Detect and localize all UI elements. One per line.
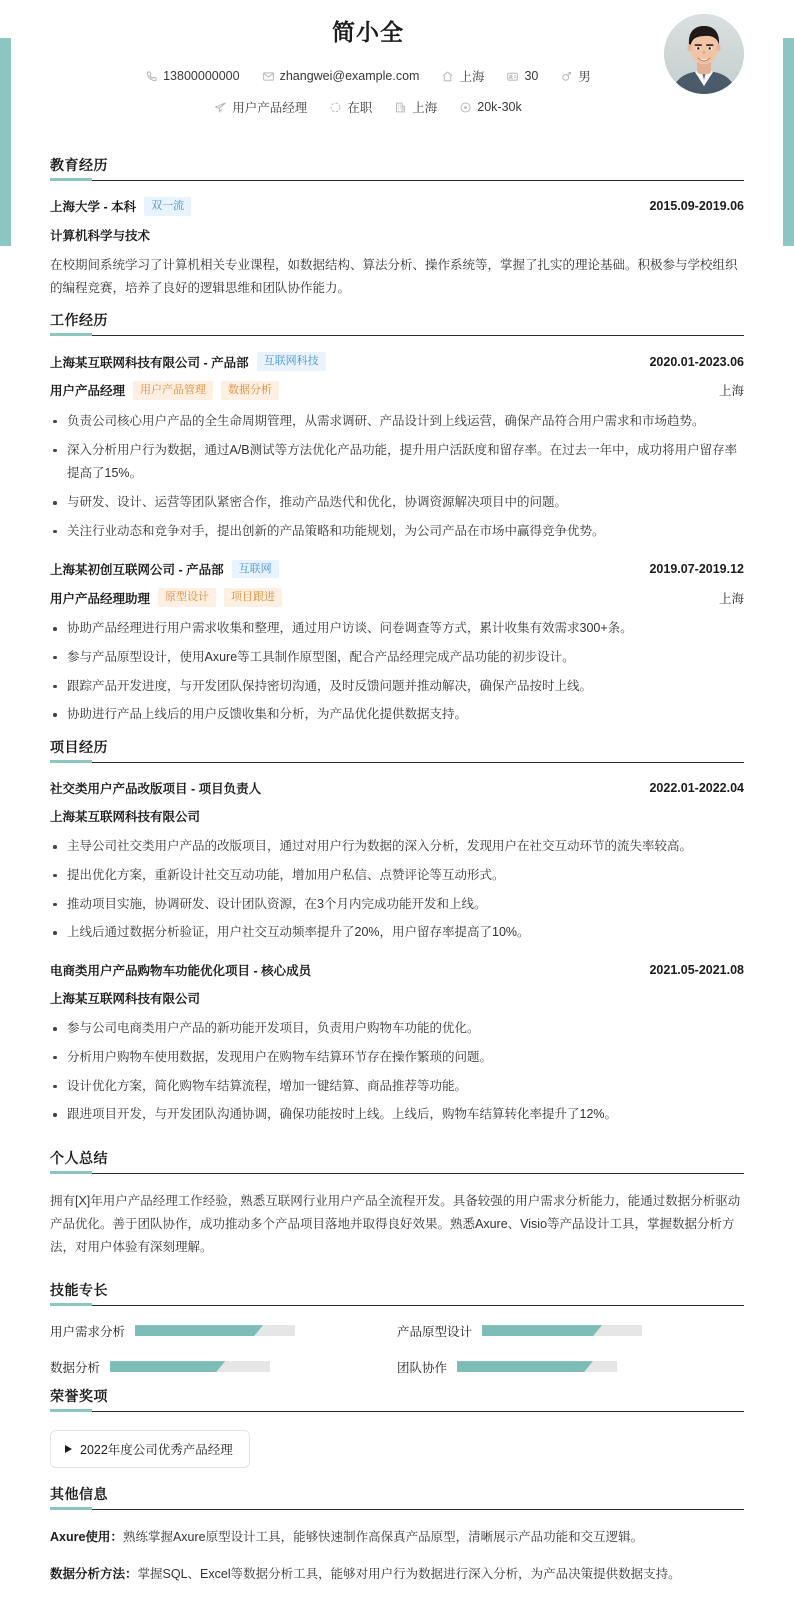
other-info-key: 数据分析方法：	[50, 1566, 138, 1581]
bullet-item: 协助产品经理进行用户需求收集和整理，通过用户访谈、问卷调查等方式，累计收集有效需求300+条。	[50, 617, 744, 641]
bullet-item: 上线后通过数据分析验证，用户社交互动频率提升了20%，用户留存率提高了10%。	[50, 921, 744, 945]
project-company: 上海某互联网科技有限公司	[50, 810, 201, 825]
entry-title-group	[50, 961, 311, 979]
section-awards	[50, 1386, 744, 1474]
bullet-item: 参与产品原型设计，使用Axure等工具制作原型图，配合产品经理完成产品功能的初步设计。	[50, 646, 744, 670]
tag-badge: 项目跟进	[224, 588, 282, 607]
skill-item	[50, 1358, 397, 1376]
left-accent-bar	[0, 38, 11, 246]
candidate-name: 简小全	[332, 19, 404, 45]
skill-item	[397, 1358, 744, 1376]
work-entry	[50, 560, 744, 728]
section-title: 其他信息	[50, 1485, 108, 1502]
contact-item	[394, 98, 437, 116]
resume-header	[50, 0, 744, 145]
section-education	[50, 155, 744, 300]
project-company: 上海某互联网科技有限公司	[50, 992, 201, 1007]
tag-badge: 互联网科技	[257, 352, 326, 371]
bullet-list	[50, 1017, 744, 1127]
section-title: 工作经历	[50, 312, 108, 329]
major-name: 计算机科学与技术	[50, 228, 151, 243]
section-title: 教育经历	[50, 157, 108, 173]
contact-item-text: 男	[578, 70, 591, 84]
entry-header	[50, 961, 744, 979]
role-group	[50, 588, 282, 607]
section-header-awards	[50, 1386, 744, 1412]
skill-progress-track	[135, 1325, 295, 1336]
bullet-list	[50, 410, 744, 544]
bullet-item: 推动项目实施，协调研发、设计团队资源，在3个月内完成功能开发和上线。	[50, 893, 744, 917]
entry-date: 2022.01-2022.04	[649, 781, 744, 796]
entry-date: 2020.01-2023.06	[649, 354, 744, 369]
contact-item-text: 20k-30k	[477, 100, 522, 114]
company-name: 上海某初创互联网公司 - 产品部	[50, 562, 224, 577]
skill-name: 数据分析	[50, 1360, 101, 1375]
bullet-item: 提出优化方案，重新设计社交互动功能，增加用户私信、点赞评论等互动形式。	[50, 864, 744, 888]
project-entry	[50, 779, 744, 945]
entry-header	[50, 197, 744, 216]
section-title: 技能专长	[50, 1281, 108, 1298]
section-work	[50, 310, 744, 727]
other-info-key: Axure使用：	[50, 1529, 123, 1544]
summary-text: 拥有[X]年用户产品经理工作经验，熟悉互联网行业用户产品全流程开发。具备较强的用户需求分析能力，能通过数据分析驱动产品优化。善于团队协作，成功推动多个产品项目落地并取得良好效果。熟悉Axure、Visio等产品设计工具，掌握数据分析方法，对用户体验有深刻理解。	[50, 1194, 741, 1255]
section-header-work	[50, 310, 744, 336]
project-entries	[50, 779, 744, 1127]
bullet-item: 跟踪产品开发进度，与开发团队保持密切沟通，及时反馈问题并推动解决，确保产品按时上线。	[50, 675, 744, 699]
job-title: 用户产品经理助理	[50, 591, 151, 606]
award-label: 2022年度公司优秀产品经理	[80, 1442, 233, 1457]
other-info-value: 熟练掌握Axure原型设计工具，能够快速制作高保真产品原型，清晰展示产品功能和交互逻辑。	[122, 1529, 644, 1544]
tag-badge: 原型设计	[158, 588, 216, 607]
contact-item-text: zhangwei@example.com	[279, 69, 420, 83]
bullet-item: 分析用户购物车使用数据，发现用户在购物车结算环节存在操作繁琐的问题。	[50, 1046, 744, 1070]
skill-item	[397, 1322, 744, 1340]
bullet-item: 跟进项目开发，与开发团队沟通协调，确保功能按时上线。上线后，购物车结算转化率提升了12%。	[50, 1103, 744, 1127]
building-icon	[394, 101, 407, 114]
section-projects	[50, 737, 744, 1127]
avatar	[664, 14, 744, 94]
education-entries	[50, 197, 744, 300]
role-group	[50, 381, 279, 400]
skill-name: 团队协作	[397, 1360, 448, 1375]
job-title: 用户产品经理	[50, 384, 126, 399]
contact-item	[145, 69, 239, 83]
contact-item-text: 13800000000	[163, 69, 240, 83]
tag-badge: 用户产品管理	[133, 381, 213, 400]
bullet-item: 主导公司社交类用户产品的改版项目，通过对用户行为数据的深入分析，发现用户在社交互动环节的流失率较高。	[50, 835, 744, 859]
work-entry	[50, 352, 744, 543]
entry-header	[50, 352, 744, 371]
bullet-list	[50, 835, 744, 945]
entry-title-group	[50, 352, 326, 371]
contact-item	[329, 98, 372, 116]
home-icon	[441, 70, 454, 83]
skill-progress-track	[457, 1361, 617, 1372]
entry-header	[50, 560, 744, 579]
entry-title-group	[50, 197, 191, 216]
contact-row-primary	[50, 67, 744, 85]
other-info-row	[50, 1563, 744, 1586]
skills-grid	[50, 1322, 744, 1376]
entry-title-group	[50, 779, 261, 797]
entry-date: 2019.07-2019.12	[649, 561, 744, 576]
paper-plane-icon	[214, 101, 227, 114]
entry-header	[50, 779, 744, 797]
status-circle-icon	[329, 101, 342, 114]
section-summary	[50, 1148, 744, 1259]
contact-item	[441, 67, 484, 85]
skill-progress-fill	[482, 1325, 602, 1336]
tag-badge: 数据分析	[221, 381, 279, 400]
section-skills	[50, 1280, 744, 1376]
bullet-item: 协助进行产品上线后的用户反馈收集和分析，为产品优化提供数据支持。	[50, 703, 744, 727]
bullet-item: 与研发、设计、运营等团队紧密合作，推动产品迭代和优化，协调资源解决项目中的问题。	[50, 491, 744, 515]
phone-icon	[145, 70, 158, 83]
job-location: 上海	[718, 591, 744, 606]
section-title: 个人总结	[50, 1150, 108, 1167]
section-header-projects	[50, 737, 744, 763]
skill-progress-fill	[135, 1325, 263, 1336]
bullet-item: 参与公司电商类用户产品的新功能开发项目，负责用户购物车功能的优化。	[50, 1017, 744, 1041]
entry-title-group	[50, 560, 279, 579]
skill-name: 产品原型设计	[397, 1324, 473, 1339]
skill-progress-fill	[457, 1361, 593, 1372]
contact-item-text: 30	[524, 69, 539, 83]
company-name: 上海某互联网科技有限公司 - 产品部	[50, 355, 249, 370]
section-header-skills	[50, 1280, 744, 1306]
project-entry	[50, 961, 744, 1127]
gender-icon	[560, 70, 573, 83]
project-name: 电商类用户产品购物车功能优化项目 - 核心成员	[50, 964, 312, 979]
bullet-item: 设计优化方案，简化购物车结算流程，增加一键结算、商品推荐等功能。	[50, 1075, 744, 1099]
work-entries	[50, 352, 744, 727]
contact-item-text: 上海	[412, 101, 438, 115]
job-location: 上海	[718, 384, 744, 399]
tag-badge: 双一流	[144, 197, 191, 216]
section-title: 项目经历	[50, 739, 108, 756]
play-triangle-icon	[65, 1445, 72, 1453]
skill-progress-track	[482, 1325, 642, 1336]
contact-item-text: 用户产品经理	[232, 101, 308, 115]
bullet-list	[50, 617, 744, 727]
bullet-item: 负责公司核心用户产品的全生命周期管理，从需求调研、产品设计到上线运营，确保产品符合用户需求和市场趋势。	[50, 410, 744, 434]
skill-progress-track	[110, 1361, 270, 1372]
education-entry	[50, 197, 744, 300]
contact-item-text: 在职	[347, 101, 373, 115]
entry-role-row	[50, 381, 744, 400]
contact-item	[560, 67, 591, 85]
bullet-item: 深入分析用户行为数据，通过A/B测试等方法优化产品功能，提升用户活跃度和留存率。在过去一年中，成功将用户留存率提高了15%。	[50, 439, 744, 487]
section-header-education	[50, 155, 744, 181]
other-info-list	[50, 1526, 744, 1586]
project-name: 社交类用户产品改版项目 - 项目负责人	[50, 782, 262, 797]
id-card-icon	[506, 70, 519, 83]
school-name: 上海大学 - 本科	[50, 200, 137, 215]
tag-badge: 互联网	[232, 560, 279, 579]
other-info-value: 掌握SQL、Excel等数据分析工具，能够对用户行为数据进行深入分析，为产品决策提供数据支持。	[137, 1566, 681, 1581]
salary-icon	[459, 101, 472, 114]
other-info-row	[50, 1526, 744, 1549]
contact-item	[214, 98, 307, 116]
awards-list	[50, 1428, 744, 1474]
skill-progress-fill	[110, 1361, 225, 1372]
skill-item	[50, 1322, 397, 1340]
section-header-summary	[50, 1148, 744, 1174]
contact-item-text: 上海	[459, 70, 485, 84]
section-other-info	[50, 1484, 744, 1586]
right-accent-bar	[783, 38, 794, 246]
skill-name: 用户需求分析	[50, 1324, 126, 1339]
contact-row-secondary	[50, 98, 744, 116]
section-header-other-info	[50, 1484, 744, 1510]
mail-icon	[262, 70, 275, 83]
entry-date: 2015.09-2019.06	[649, 199, 744, 214]
award-chip[interactable]	[50, 1430, 250, 1468]
bullet-item: 关注行业动态和竞争对手，提出创新的产品策略和功能规划，为公司产品在市场中赢得竞争优势。	[50, 520, 744, 544]
contact-item	[459, 100, 521, 114]
entry-role-row	[50, 588, 744, 607]
contact-item	[262, 69, 420, 83]
entry-date: 2021.05-2021.08	[649, 963, 744, 978]
education-description: 在校期间系统学习了计算机相关专业课程，如数据结构、算法分析、操作系统等，掌握了扎实的理论基础。积极参与学校组织的编程竞赛，培养了良好的逻辑思维和团队协作能力。	[50, 257, 738, 295]
section-title: 荣誉奖项	[50, 1387, 108, 1404]
contact-item	[506, 69, 538, 83]
